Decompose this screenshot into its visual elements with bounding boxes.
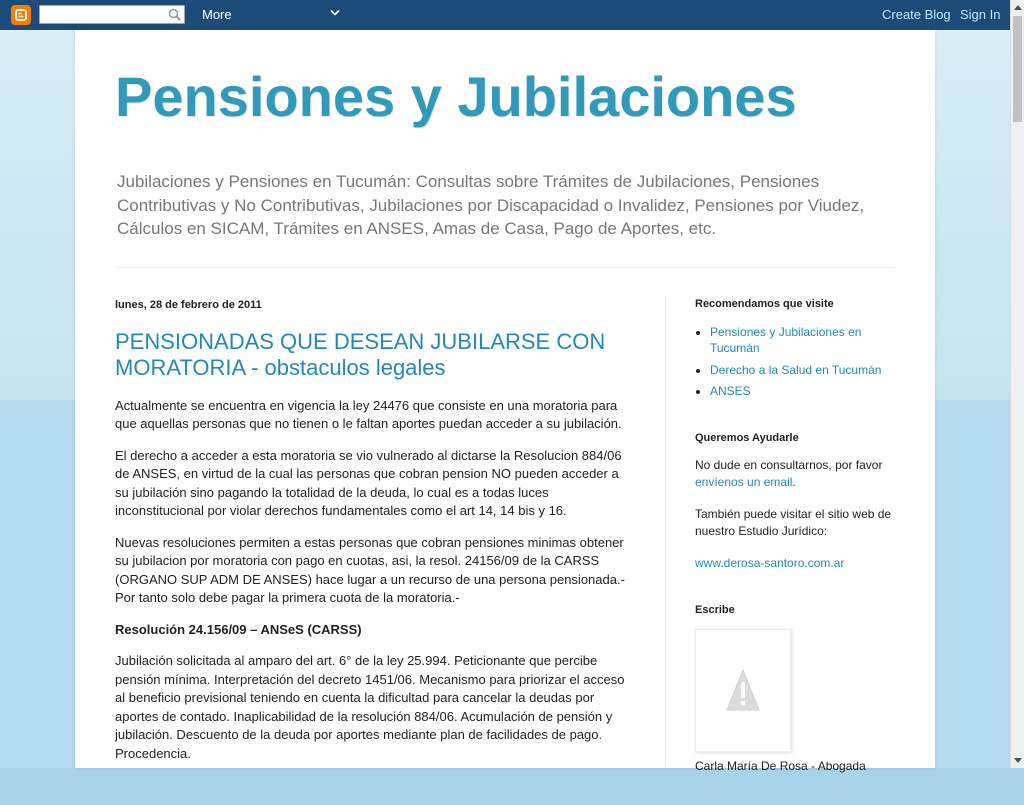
scrollbar[interactable] — [1010, 0, 1024, 768]
sidebar-link[interactable]: ANSES — [710, 384, 751, 398]
list-item — [710, 362, 895, 379]
scrollbar-thumb[interactable] — [1013, 16, 1022, 122]
help-widget — [695, 430, 895, 572]
scroll-up-arrow-icon[interactable] — [1014, 4, 1022, 10]
scroll-down-arrow-icon[interactable] — [1014, 758, 1022, 764]
list-item — [710, 324, 895, 357]
post-paragraph: El derecho a acceder a esta moratoria se vio vulnerado al dictarse la Resolucion 884/06 de ANSES, en virtud de la cual las personas que cobran pension NO pueden acceder a su jubilación sino pagando la totalidad de la deuda, lo cual es a todas luces inconstitucional por violar derechos fundamentales como el art 14, 14 bis y 16. — [115, 447, 622, 518]
writer-name[interactable]: Carla María De Rosa - Abogada — [695, 759, 866, 773]
broken-image-icon — [726, 668, 760, 712]
column-divider — [665, 296, 666, 768]
post-subheading: Resolución 24.156/09 – ANSeS (CARSS) — [115, 621, 362, 637]
list-item — [710, 383, 895, 400]
blog-description: Jubilaciones y Pensiones en Tucumán: Consultas sobre Trámites de Jubilaciones, Pensiones Contributivas y No Contributivas, Jubilaciones por Discapacidad o Invalidez, Pensiones por Viudez, Cálculos en SICAM, Trámites en ANSES, Amas de Casa, Pago de Aportes, etc. — [117, 172, 865, 238]
post-paragraph: Nuevas resoluciones permiten a estas personas que cobran pensiones minimas obtener su jubilacion por moratoria con pago en cuotas, asi, la resol. 24156/09 de la CARSS (ORGANO SUP ADM DE ANSES) hace lugar a un recurso de una persona pensionada.- Por tanto solo debe pagar la primera cuota de la moratoria.- — [115, 534, 625, 605]
writer-widget — [695, 602, 895, 775]
chevron-down-icon[interactable] — [330, 9, 340, 17]
blogger-navbar — [0, 0, 1010, 30]
more-menu[interactable]: More — [202, 7, 232, 22]
blogger-logo-icon[interactable] — [11, 5, 31, 25]
post-paragraph: Jubilación solicitada al amparo del art. 6° de la ley 25.994. Peticionante que percibe pensión mínima. Interpretación del decreto 1451/06. Mecanismo para priorizar el acceso al beneficio previsional teniendo en cuenta la dificultad para cancelar la deudas por aportes de contado. Inaplicabilidad de la resolución 884/06. Acumulación de pensión y jubilación. Descuento de la deuda por aportes mediante plan de facilidades de pago. Procedencia. — [115, 653, 625, 761]
sign-in-link[interactable]: Sign In — [960, 7, 1001, 22]
widget-title: Escribe — [695, 603, 735, 616]
header-divider — [115, 267, 895, 268]
website-link[interactable]: www.derosa-santoro.com.ar — [695, 556, 845, 570]
email-link[interactable]: envíenos un email — [695, 474, 793, 489]
post-paragraph: Actualmente se encuentra en vigencia la ley 24476 que consiste en una moratoria para que aquellas personas que no tienen o le faltan aportes puedan acceder a su jubilación. — [115, 397, 622, 431]
search-input[interactable] — [39, 5, 185, 24]
help-text-before: No dude en consultarnos, por favor — [695, 458, 883, 472]
help-text-after: . — [792, 474, 796, 489]
link-list — [695, 324, 895, 400]
content-card — [75, 30, 935, 773]
main-column — [115, 296, 630, 776]
post-title[interactable]: PENSIONADAS QUE DESEAN JUBILARSE CON MORATORIA - obstaculos legales — [115, 328, 606, 380]
search-icon[interactable] — [168, 8, 181, 21]
recommend-widget — [695, 296, 895, 400]
sidebar — [695, 296, 895, 805]
sidebar-link[interactable]: Derecho a la Salud en Tucumán — [710, 362, 882, 377]
create-blog-link[interactable]: Create Blog — [882, 7, 951, 22]
sidebar-link[interactable]: Pensiones y Jubilaciones en Tucumán — [710, 324, 862, 355]
visit-text: También puede visitar el sitio web de nuestro Estudio Jurídico: — [695, 507, 892, 538]
profile-image[interactable] — [695, 629, 791, 752]
blog-title[interactable]: Pensiones y Jubilaciones — [115, 65, 797, 128]
post-body — [115, 397, 630, 764]
widget-title: Queremos Ayudarle — [695, 431, 799, 444]
help-text — [695, 457, 895, 490]
post-date: lunes, 28 de febrero de 2011 — [115, 299, 262, 311]
widget-title: Recomendamos que visite — [695, 298, 834, 310]
